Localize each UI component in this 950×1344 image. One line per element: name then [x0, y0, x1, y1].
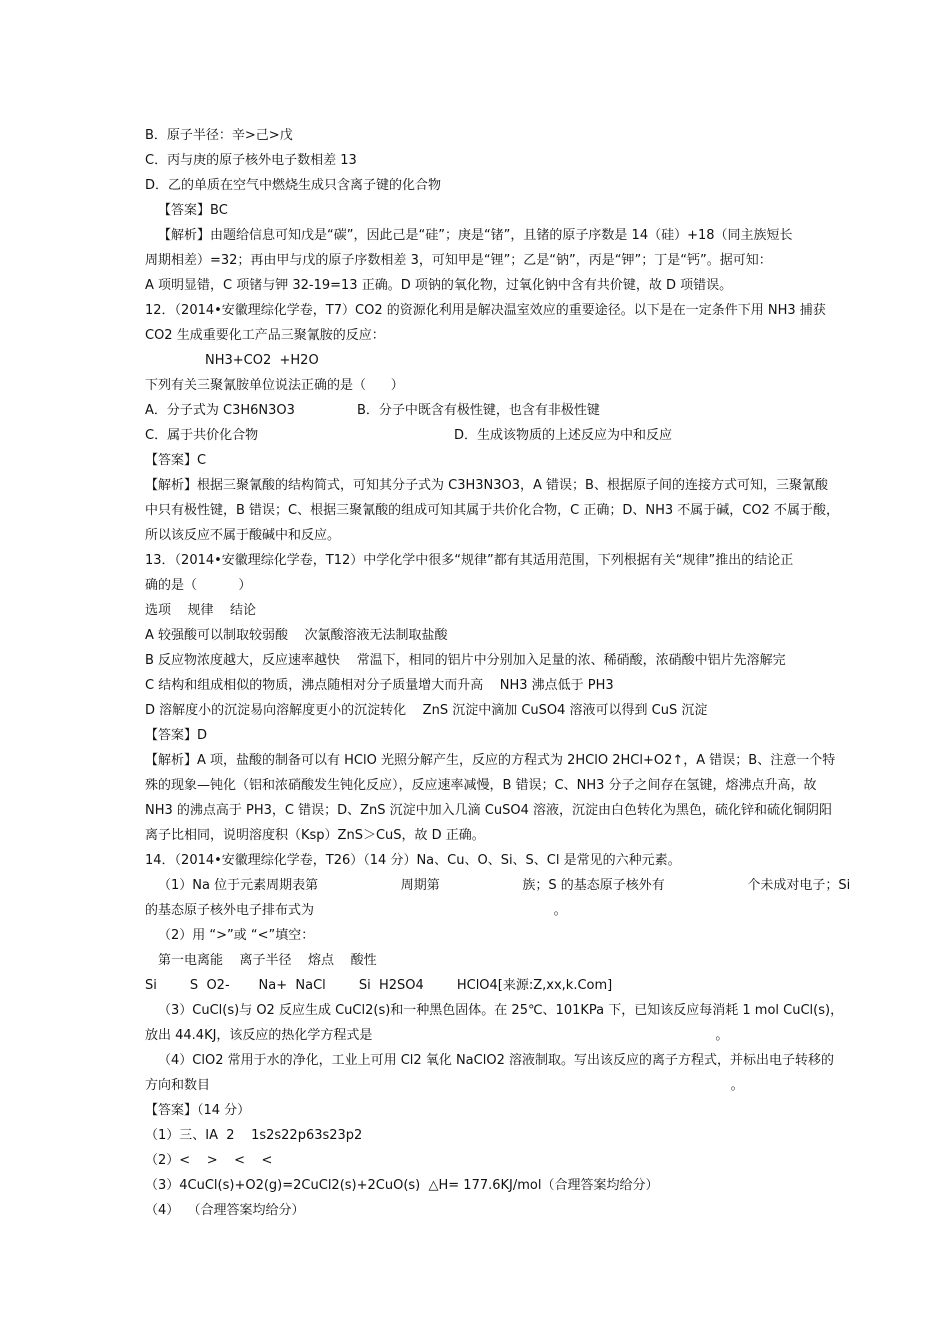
question-13-heading: 13．（2014•安徽理综化学卷，T12）中学化学中很多“规律”都有其适用范围，下列根据有关“规律”推出的结论正	[145, 553, 794, 568]
text-line: 所以该反应不属于酸碱中和反应。	[145, 528, 341, 543]
option-a: A．分子式为 C3H6N3O3	[145, 403, 295, 418]
text-line: 中只有极性键，B 错误；C、根据三聚氰酸的组成可知其属于共价化合物，C 正确；D、NH3 不属于碱，CO2 不属于酸，	[145, 503, 839, 518]
text-line: 周期相差）=32；再由甲与戊的原子序数相差 3，可知甲是“锂”；乙是“钠”，丙是“钾”；丁是“钙”。据可知：	[145, 253, 772, 268]
option-d: D．生成该物质的上述反应为中和反应	[454, 428, 673, 443]
question-14-heading: 14．（2014•安徽理综化学卷，T26）（14 分）Na、Cu、O、Si、S、Cl 是常见的六种元素。	[145, 853, 681, 868]
question-12-heading: 12．（2014•安徽理综化学卷，T7）CO2 的资源化利用是解决温室效应的重要途径。以下是在一定条件下用 NH3 捕获	[145, 303, 826, 318]
text-line: 【解析】根据三聚氰酸的结构简式，可知其分子式为 C3H3N3O3，A 错误；B、根据原子间的连接方式可知，三聚氰酸	[145, 478, 828, 493]
text-line: D．乙的单质在空气中燃烧生成只含离子键的化合物	[145, 178, 442, 193]
text-line: 确的是（ ）	[145, 578, 252, 593]
text-line: C．丙与庚的原子核外电子数相差 13	[145, 153, 357, 168]
text-line: 【解析】A 项，盐酸的制备可以有 HClO 光照分解产生，反应的方程式为 2HClO 2HCl+O2↑，A 错误；B、注意一个特	[145, 753, 836, 768]
text-line: （2）用 “>”或 “<”填空：	[158, 928, 315, 943]
text-line: CO2 生成重要化工产品三聚氰胺的反应：	[145, 328, 385, 343]
text-line: B．原子半径：辛>己>戊	[145, 128, 293, 143]
answer-line: 【答案】C	[145, 453, 207, 468]
text-line: A 项明显错，C 项锗与钾 32-19=13 正确。D 项钠的氧化物，过氧化钠中含有共价键，故 D 项错误。	[145, 278, 733, 293]
table-row: B 反应物浓度越大，反应速率越快 常温下，相同的铝片中分别加入足量的浓、稀硝酸，浓硝酸中铝片先溶解完	[145, 653, 786, 668]
table-row: A 较强酸可以制取较弱酸 次氯酸溶液无法制取盐酸	[145, 628, 448, 643]
text-line: 第一电离能 离子半径 熔点 酸性	[158, 953, 377, 968]
text-line: 离子比相同，说明溶度积（Ksp）ZnS＞CuS，故 D 正确。	[145, 828, 485, 843]
text-line: （4） （合理答案均给分）	[145, 1203, 305, 1218]
text-line: （1）三、IA 2 1s2s22p63s23p2	[145, 1128, 363, 1143]
text-line: 的基态原子核外电子排布式为 。	[145, 903, 567, 918]
text-line: 下列有关三聚氰胺单位说法正确的是（ ）	[145, 378, 404, 393]
text-line: 【解析】由题给信息可知戊是“碳”，因此己是“硅”；庚是“锗”，且锗的原子序数是 14（硅）+18（同主族短长	[158, 228, 793, 243]
option-c: C．属于共价化合物	[145, 428, 259, 443]
text-line: （2）< > < <	[145, 1153, 273, 1168]
table-header: 选项 规律 结论	[145, 603, 257, 618]
text-line: Si S O2- Na+ NaCl Si H2SO4 HClO4[来源:Z,xx,k.Com]	[145, 978, 613, 993]
text-line: 殊的现象—钝化（铝和浓硝酸发生钝化反应），反应速率减慢，B 错误；C、NH3 分子之间存在氢键，熔沸点升高，故	[145, 778, 817, 793]
text-line: （1）Na 位于元素周期表第 周期第 族；S 的基态原子核外有 个未成对电子；Si	[158, 878, 851, 893]
table-row: C 结构和组成相似的物质，沸点随相对分子质量增大而升高 NH3 沸点低于 PH3	[145, 678, 614, 693]
table-row: D 溶解度小的沉淀易向溶解度更小的沉淀转化 ZnS 沉淀中滴加 CuSO4 溶液可以得到 CuS 沉淀	[145, 703, 708, 718]
answer-line: 【答案】（14 分）	[145, 1103, 251, 1118]
text-line: 方向和数目 。	[145, 1078, 744, 1093]
option-b: B．分子中既含有极性键，也含有非极性键	[357, 403, 600, 418]
answer-line: 【答案】BC	[158, 203, 228, 218]
text-line: （3）CuCl(s)与 O2 反应生成 CuCl2(s)和一种黑色固体。在 25℃、101KPa 下，已知该反应每消耗 1 mol CuCl(s)，	[158, 1003, 844, 1018]
text-line: （3）4CuCl(s)+O2(g)=2CuCl2(s)+2CuO(s) △H= 177.6KJ/mol（合理答案均给分）	[145, 1178, 659, 1193]
reaction-equation: NH3+CO2 +H2O	[205, 353, 319, 368]
text-line: （4）ClO2 常用于水的净化，工业上可用 Cl2 氧化 NaClO2 溶液制取。写出该反应的离子方程式，并标出电子转移的	[158, 1053, 834, 1068]
answer-line: 【答案】D	[145, 728, 208, 743]
text-line: 放出 44.4KJ，该反应的热化学方程式是 。	[145, 1028, 729, 1043]
text-line: NH3 的沸点高于 PH3，C 错误；D、ZnS 沉淀中加入几滴 CuSO4 溶液，沉淀由白色转化为黑色，硫化锌和硫化铜阴阳	[145, 803, 833, 818]
